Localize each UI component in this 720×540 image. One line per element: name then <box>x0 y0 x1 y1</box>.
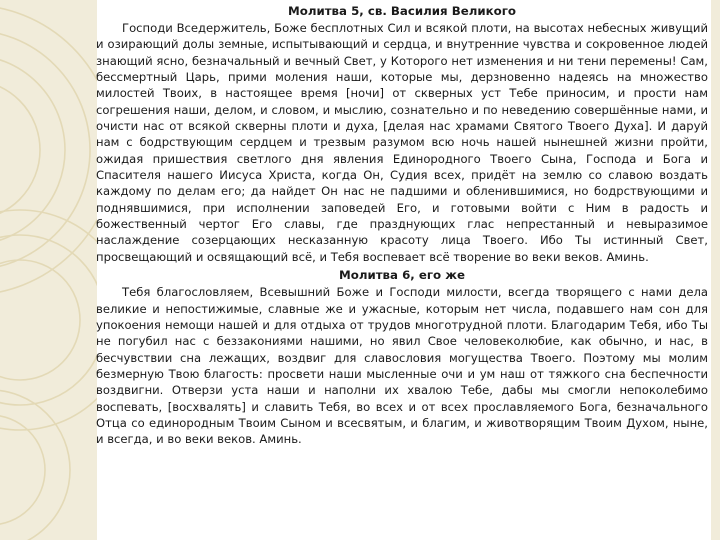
prayer-document <box>96 3 708 448</box>
prayer-6-text: Тебя благословляем, Всевышний Боже и Господи милости, всегда творящего с нами дела великие и непостижимые, славные же и ужасные, которым нет числа, подавшего нам сон для упокоения немощи нашей и для отдыха от трудов многотрудной плоти. Благодарим Тебя, ибо Ты не погубил нас с беззакониями нашими, но явил Свое человеколюбие, как обычно, и нас, в бесчувствии сна лежащих, воздвиг для славословия могущества Твоего. Поэтому мы молим безмерную Твою благость: просвети наши мысленные очи и ум наш от тяжкого сна беспечности воздвигни. Отверзи уста наши и наполни их хвалою Тебе, дабы мы смогли непоколебимо воспевать, [восхвалять] и славить Тебя, во всех и от всех прославляемого Бога, безначального Отца со единородным Твоим Сыном и всесвятым, и благим, и животворящим Твоим Духом, ныне, и всегда, и во веки веков. Аминь. <box>96 285 708 447</box>
prayer-6-heading: Молитва 6, его же <box>338 268 466 283</box>
prayer-5-text: Господи Вседержитель, Боже бесплотных Сил и всякой плоти, на высотах небесных живущий и озирающий долы земные, испытывающий и сердца, и внутренние чувства и сокровенное людей знающий ясно, безначальный и вечный Свет, у Которого нет изменения и ни тени перемены! Сам, бессмертный Царь, прими моления наши, которые мы, дерзновенно надеясь на множество милостей Твоих, в настоящее время [ночи] от скверных уст Тебе приносим, и прости нам согрешения наши, делом, и словом, и мыслию, сознательно и по неведению совершённые нами, и очисти нас от всякой скверны плоти и духа, [делая нас храмами Святого Твоего Духа]. И даруй нам с бодрствующим сердцем и трезвым разумом всю ночь нашей нынешней жизни пройти, ожидая пришествия светлого дня явления Единородного Твоего Сына, Господа и Бога и Спасителя нашего Иисуса Христа, когда Он, Судия всех, придёт на землю со славою воздать каждому по делам его; да найдет Он нас не падшими и обленившимися, но бодрствующими и поднявшимися, при исполнении заповедей Его, и готовыми войти с Ним в радость и божественный чертог Его славы, где празднующих глас непрестанный и невыразимое наслаждение созерцающих несказанную красоту лица Твоего. Ибо Ты истинный Свет, просвещающий и освящающий всё, и Тебя воспевает всё творение во веки веков. Аминь. <box>96 21 708 264</box>
prayer-5-heading: Молитва 5, св. Василия Великого <box>287 4 517 18</box>
